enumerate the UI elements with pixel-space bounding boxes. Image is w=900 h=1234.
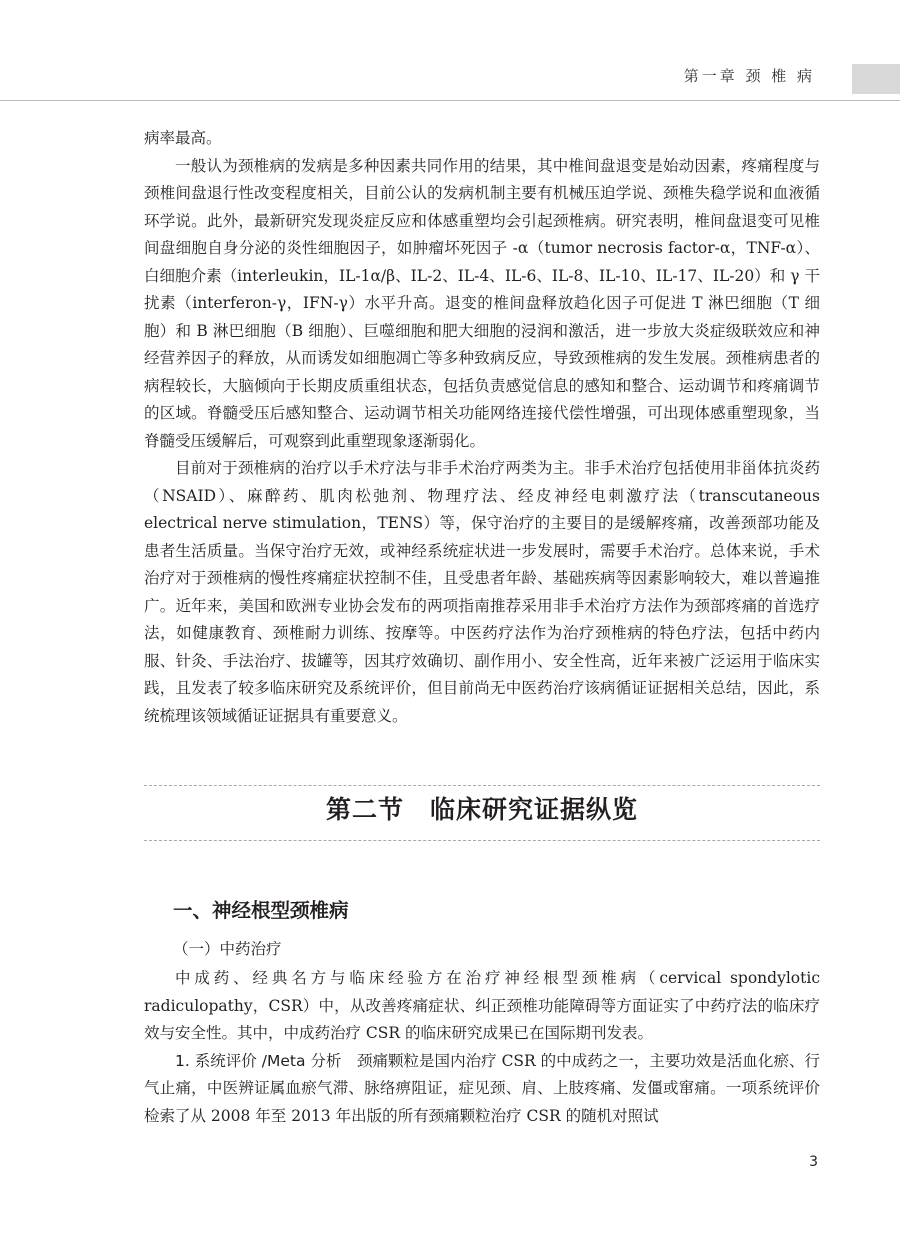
section-title: 第二节 临床研究证据纵览 <box>325 795 638 824</box>
subsection-intro-paragraph: 中成药、经典名方与临床经验方在治疗神经根型颈椎病（cervical spondylotic radiculopathy，CSR）中，从改善疼痛症状、纠正颈椎功能障碍等方面证实了中药疗法的临床疗效与安全性。其中，中成药治疗 CSR 的临床研究成果已在国际期刊发表。 <box>144 969 820 1042</box>
chapter-tab-marker <box>852 64 900 94</box>
chapter-running-header: 第一章 颈 椎 病 <box>683 67 815 85</box>
meta-analysis-paragraph <box>144 1048 820 1131</box>
subsubsection-title: （一）中药治疗 <box>173 940 282 958</box>
subsection-text-block <box>144 965 820 1130</box>
section-divider-bottom <box>144 840 820 841</box>
header-rule <box>0 100 900 101</box>
subsection-title: 一、神经根型颈椎病 <box>173 899 349 922</box>
intro-paragraph-pathogenesis: 一般认为颈椎病的发病是多种因素共同作用的结果，其中椎间盘退变是始动因素，疼痛程度与颈椎间盘退行性改变程度相关，目前公认的发病机制主要有机械压迫学说、颈椎失稳学说和血液循环学说。此外，最新研究发现炎症反应和体感重塑均会引起颈椎病。研究表明，椎间盘退变可见椎间盘细胞自身分泌的炎性细胞因子，如肿瘤坏死因子 -α（tumor necrosis factor-α，TNF-α）、白细胞介素（interleukin，IL-1α/β、IL-2、IL-4、IL-6、IL-8、IL-10、IL-17、IL-20）和 γ 干扰素（interferon-γ，IFN-γ）水平升高。退变的椎间盘释放趋化因子可促进 T 淋巴细胞（T 细胞）和 B 淋巴细胞（B 细胞）、巨噬细胞和肥大细胞的浸润和激活，进一步放大炎症级联效应和神经营养因子的释放，从而诱发如细胞凋亡等多种致病反应，导致颈椎病的发生发展。颈椎病患者的病程较长，大脑倾向于长期皮质重组状态，包括负责感觉信息的感知和整合、运动调节和疼痛调节的区域。脊髓受压后感知整合、运动调节相关功能网络连接代偿性增强，可出现体感重塑现象，当脊髓受压缓解后，可观察到此重塑现象逐渐弱化。 <box>144 156 820 450</box>
meta-analysis-heading: 1. 系统评价 /Meta 分析 <box>175 1051 342 1070</box>
section-divider-top <box>144 785 820 786</box>
intro-paragraph-continued: 病率最高。 <box>144 129 222 147</box>
intro-text-block <box>144 125 820 730</box>
intro-paragraph-treatment: 目前对于颈椎病的治疗以手术疗法与非手术治疗两类为主。非手术治疗包括使用非甾体抗炎药（NSAID）、麻醉药、肌肉松弛剂、物理疗法、经皮神经电刺激疗法（transcutaneous electrical nerve stimulation，TENS）等，保守治疗的主要目的是缓解疼痛，改善颈部功能及患者生活质量。当保守治疗无效，或神经系统症状进一步发展时，需要手术治疗。总体来说，手术治疗对于颈椎病的慢性疼痛症状控制不佳，且受患者年龄、基础疾病等因素影响较大，难以普遍推广。近年来，美国和欧洲专业协会发布的两项指南推荐采用非手术治疗方法作为颈部疼痛的首选疗法，如健康教育、颈椎耐力训练、按摩等。中医药疗法作为治疗颈椎病的特色疗法，包括中药内服、针灸、手法治疗、拔罐等，因其疗效确切、副作用小、安全性高，近年来被广泛运用于临床实践，且发表了较多临床研究及系统评价，但目前尚无中医药治疗该病循证证据相关总结，因此，系统梳理该领域循证证据具有重要意义。 <box>144 459 820 725</box>
page-number: 3 <box>809 1154 818 1170</box>
meta-analysis-text: 颈痛颗粒是国内治疗 CSR 的中成药之一，主要功效是活血化瘀、行气止痛，中医辨证属血瘀气滞、脉络痹阻证，症见颈、肩、上肢疼痛、发僵或窜痛。一项系统评价检索了从 2008 年至 2013 年出版的所有颈痛颗粒治疗 CSR 的随机对照试 <box>144 1051 820 1125</box>
